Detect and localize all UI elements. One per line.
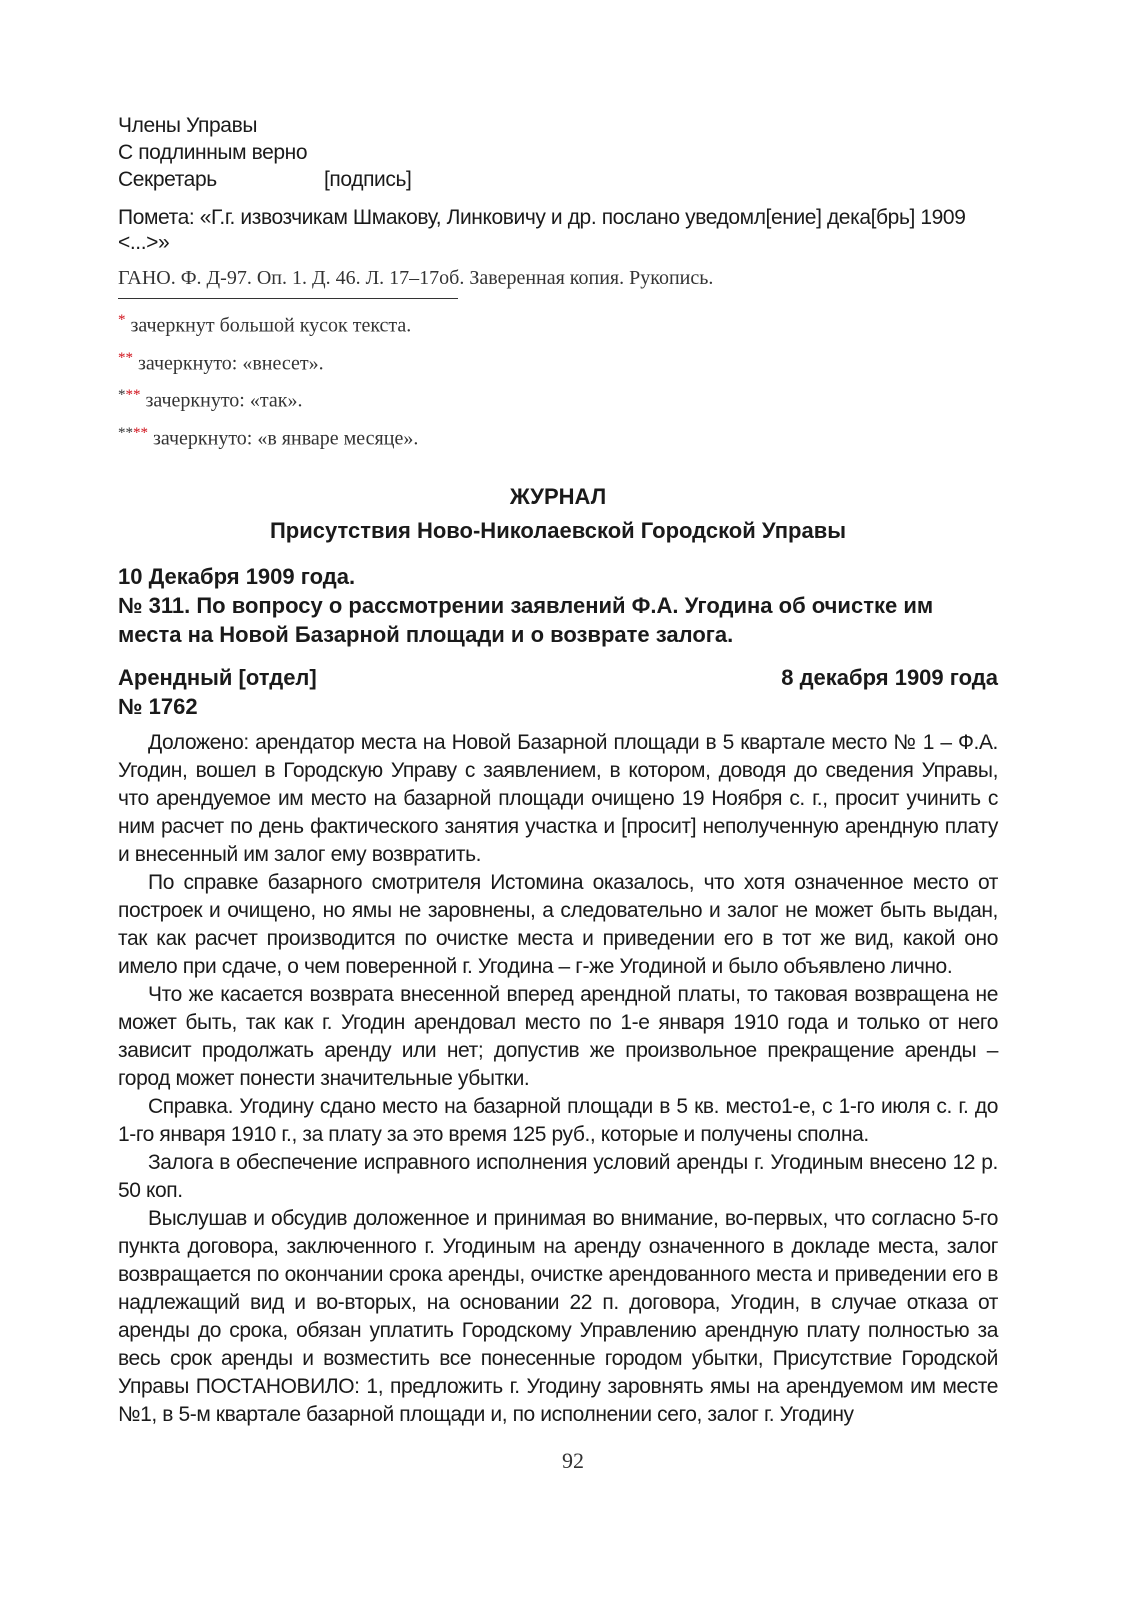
department-row: [118, 663, 998, 721]
body-text: [118, 729, 998, 1429]
footnote-text: зачеркнуто: «в январе месяце».: [153, 427, 419, 450]
footnote: [118, 384, 998, 412]
signature-line-secretary: [118, 166, 998, 193]
footnote: [118, 422, 998, 450]
department-number: № 1762: [118, 693, 198, 719]
entry-header: [118, 562, 998, 649]
journal-title: ЖУРНАЛ: [509, 483, 607, 509]
department-date: 8 декабря 1909 года: [781, 664, 998, 690]
footnote-text: зачеркнуто: «внесет».: [138, 352, 324, 375]
department-name: Арендный [отдел]: [118, 664, 317, 690]
paragraph: Справка. Угодину сдано место на базарной площади в 5 кв. место1-е, с 1-го июля с. г. до 1-го января 1910 г., за плату за это время 125 руб., которые и получены сполна.: [118, 1094, 998, 1146]
paragraph: Что же касается возврата внесенной вперед арендной платы, то таковая возвращена не может быть, так как г. Угодин арендовал место по 1-е января 1910 года и только от него зависит продолжать аренду или нет; допустив же произвольное прекращение аренды – город может понести значительные убытки.: [118, 982, 998, 1090]
footnote: [118, 347, 998, 375]
entry-date: 10 Декабря 1909 года.: [118, 563, 356, 589]
footnote-marker-black: *: [118, 387, 126, 404]
footnote-text: зачеркнут большой кусок текста.: [130, 314, 412, 337]
secretary-label: Секретарь: [118, 168, 217, 191]
paragraph: По справке базарного смотрителя Истомина оказалось, что хотя означенное место от построек и очищено, но ямы не заровнены, а следовательно и залог не может быть выдан, так как расчет производится по очистке места и приведении его в тот же вид, какой оно имело при сдаче, о чем поверенной г. Угодина – г-же Угодиной и было объявлено лично.: [118, 870, 998, 978]
journal-title-block: [118, 480, 998, 548]
paragraph: Выслушав и обсудив доложенное и принимая во внимание, во-первых, что согласно 5-го пункта договора, заключенного г. Угодиным на аренду означенного в докладе места, залог возвращается по окончании срока аренды, очистке арендованного места и приведении его в надлежащий вид и во-вторых, на основании 22 п. договора, Угодин, в случае отказа от аренды до срока, обязан уплатить Городскому Управлению арендную плату полностью за весь срок аренды и возместить все понесенные городом убытки, Присутствие Городской Управы ПОСТАНОВИЛО: 1, предложить г. Угодину заровнять ямы на арендуемом им месте №1, в 5-м квартале базарной площади и, по исполнении сего, залог г. Угодину: [118, 1206, 998, 1426]
archive-reference: ГАНО. Ф. Д-97. Оп. 1. Д. 46. Л. 17–17об. Заверенная копия. Рукопись.: [118, 267, 714, 289]
signature-block: [118, 112, 998, 193]
signature-line-members: Члены Управы: [118, 114, 258, 137]
footnote-marker-black: **: [118, 424, 133, 441]
signature-line-certified: С подлинным верно: [118, 141, 308, 164]
footnote-marker-red: **: [133, 424, 148, 441]
footnote-divider: [118, 298, 458, 299]
entry-heading: № 311. По вопросу о рассмотрении заявлений Ф.А. Угодина об очистке им места на Новой Базарной площади и о возврате залога.: [118, 592, 934, 647]
annotation-note: Помета: «Г.г. извозчикам Шмакову, Линковичу и др. послано уведомл[ение] дека[брь] 1909 <...>»: [118, 206, 966, 254]
page-number: 92: [562, 1448, 584, 1473]
secretary-signature: [подпись]: [324, 168, 412, 191]
footnote-text: зачеркнуто: «так».: [145, 389, 303, 412]
footnote-marker-red: *: [118, 312, 126, 328]
footnote: [118, 309, 998, 337]
footnote-marker-red: **: [125, 387, 141, 404]
journal-subtitle: Присутствия Ново-Николаевской Городской Управы: [269, 517, 847, 543]
paragraph: Доложено: арендатор места на Новой Базарной площади в 5 квартале место № 1 – Ф.А. Угодин, вошел в Городскую Управу с заявлением, в котором, доводя до сведения Управы, что арендуемое им место на базарной площади очищено 19 Ноября с. г., просит учинить с ним расчет по день фактического занятия участка и [просит] неполученную арендную плату и внесенный им залог ему возвратить.: [118, 730, 998, 866]
footnote-marker-red: **: [118, 349, 133, 366]
page-content: [118, 112, 998, 1429]
paragraph: Залога в обеспечение исправного исполнения условий аренды г. Угодиным внесено 12 р. 50 коп.: [118, 1150, 998, 1202]
